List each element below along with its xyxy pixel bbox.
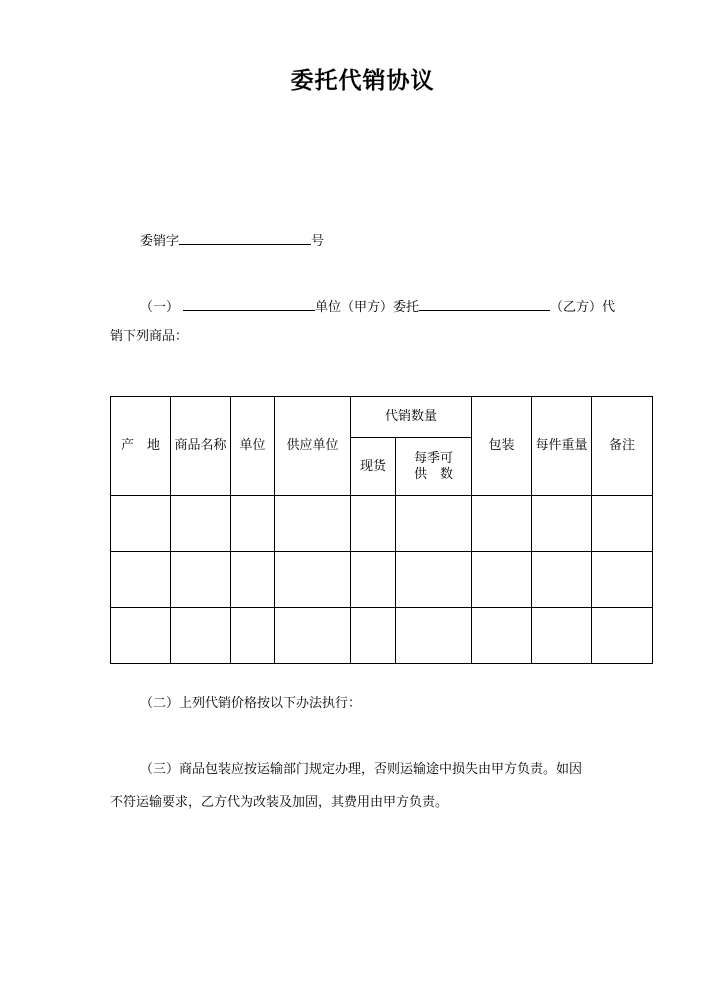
table-cell[interactable] xyxy=(231,608,275,664)
table-cell[interactable] xyxy=(532,552,592,608)
table-cell[interactable] xyxy=(532,496,592,552)
table-row xyxy=(111,608,653,664)
header-origin: 产 地 xyxy=(111,397,171,496)
clause-1-text-a: 单位（甲方）委托 xyxy=(315,300,420,315)
clause-1-number: （一） xyxy=(140,300,180,315)
table-cell[interactable] xyxy=(111,608,171,664)
header-in-stock: 现货 xyxy=(351,438,396,496)
party-a-blank[interactable] xyxy=(183,297,315,311)
table-cell[interactable] xyxy=(171,496,231,552)
reference-suffix: 号 xyxy=(311,234,325,249)
table-cell[interactable] xyxy=(592,608,653,664)
table-cell[interactable] xyxy=(351,496,396,552)
table-cell[interactable] xyxy=(275,496,351,552)
table-cell[interactable] xyxy=(231,496,275,552)
clause-3-line-1: （三）商品包装应按运输部门规定办理，否则运输途中损失由甲方负责。如因 xyxy=(140,762,583,777)
reference-line xyxy=(140,231,324,250)
clause-3-line-2: 不符运输要求，乙方代为改装及加固，其费用由甲方负责。 xyxy=(110,795,449,810)
clause-1-text-b: （乙方）代 xyxy=(550,300,616,315)
header-unit: 单位 xyxy=(231,397,275,496)
header-quarterly-line-1: 每季可 xyxy=(414,450,454,466)
goods-table xyxy=(110,396,653,664)
table-cell[interactable] xyxy=(396,552,472,608)
header-remarks: 备注 xyxy=(592,397,653,496)
header-packaging: 包装 xyxy=(472,397,532,496)
table-cell[interactable] xyxy=(592,496,653,552)
table-cell[interactable] xyxy=(275,552,351,608)
table-cell[interactable] xyxy=(351,608,396,664)
header-product-name: 商品名称 xyxy=(171,397,231,496)
party-b-blank[interactable] xyxy=(419,297,550,311)
header-quarterly-supply xyxy=(396,438,472,496)
header-quarterly-line-2: 供 数 xyxy=(414,466,454,482)
table-cell[interactable] xyxy=(396,608,472,664)
table-cell[interactable] xyxy=(472,496,532,552)
table-cell[interactable] xyxy=(532,608,592,664)
clause-1-line-2: 销下列商品： xyxy=(110,329,189,344)
table-cell[interactable] xyxy=(592,552,653,608)
document-title: 委托代销协议 xyxy=(290,68,435,94)
table-row xyxy=(111,552,653,608)
table-cell[interactable] xyxy=(472,608,532,664)
clause-1-line-1 xyxy=(140,297,615,316)
header-consign-quantity: 代销数量 xyxy=(351,397,472,438)
table-cell[interactable] xyxy=(275,608,351,664)
table-header-row-1 xyxy=(111,397,653,438)
clause-2: （二）上列代销价格按以下办法执行： xyxy=(140,696,362,711)
table-cell[interactable] xyxy=(231,552,275,608)
reference-number-blank[interactable] xyxy=(179,231,311,245)
header-supplier: 供应单位 xyxy=(275,397,351,496)
table-cell[interactable] xyxy=(171,552,231,608)
table-cell[interactable] xyxy=(351,552,396,608)
table-cell[interactable] xyxy=(111,496,171,552)
table-cell[interactable] xyxy=(111,552,171,608)
reference-prefix: 委销字 xyxy=(140,234,180,249)
header-unit-weight: 每件重量 xyxy=(532,397,592,496)
table-row xyxy=(111,496,653,552)
table-cell[interactable] xyxy=(396,496,472,552)
table-cell[interactable] xyxy=(171,608,231,664)
table-cell[interactable] xyxy=(472,552,532,608)
